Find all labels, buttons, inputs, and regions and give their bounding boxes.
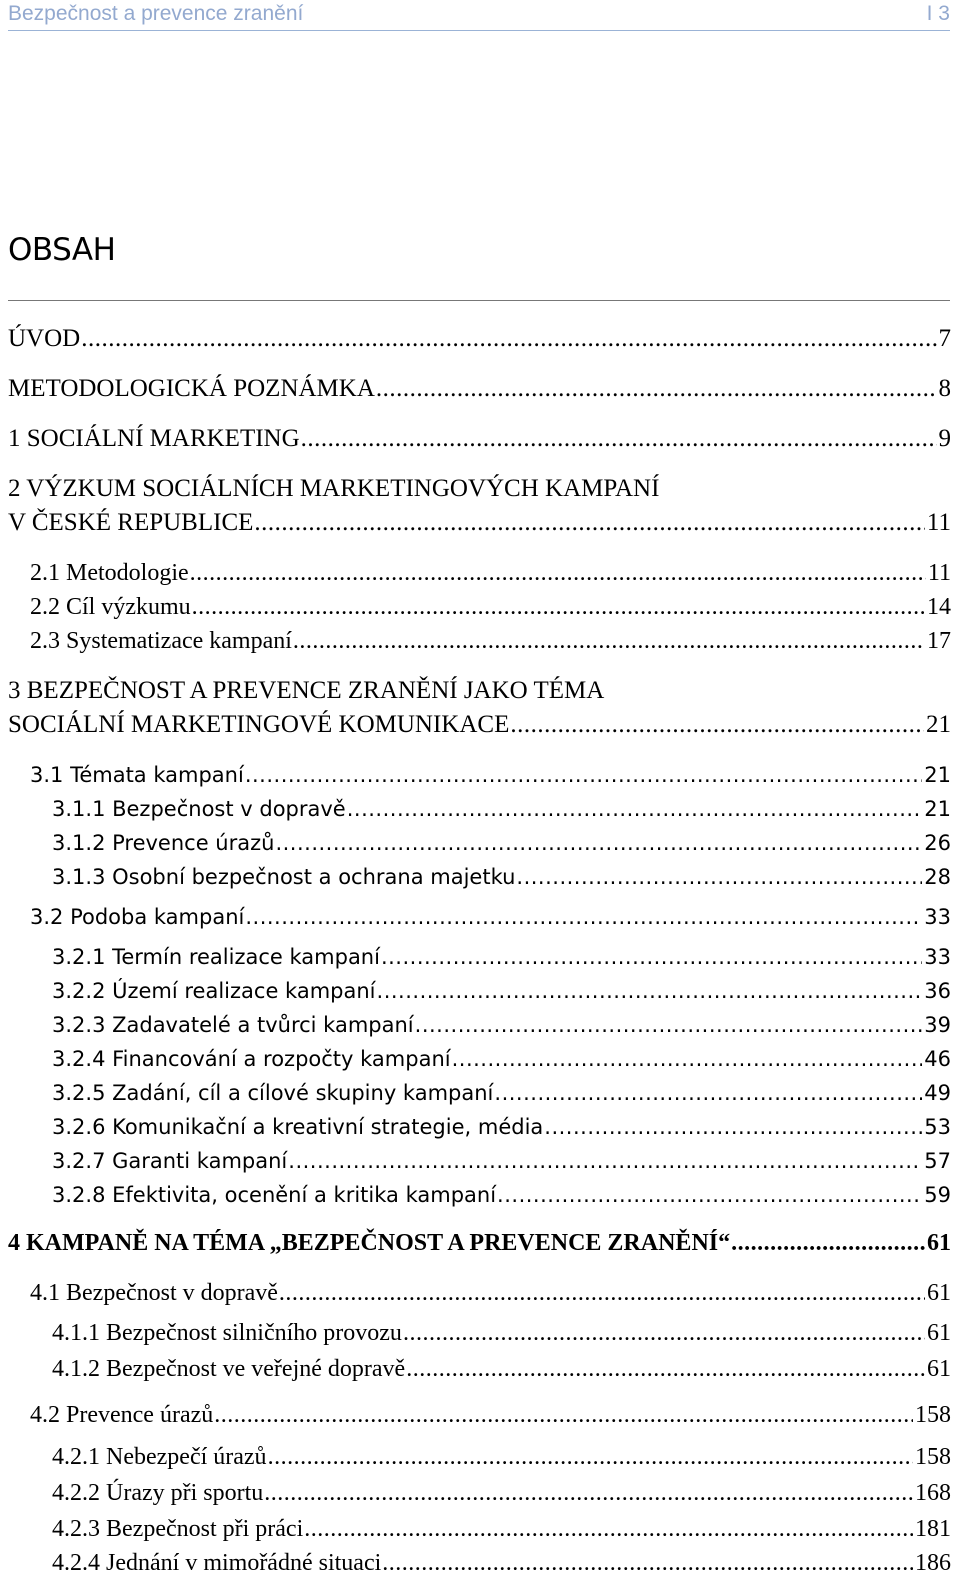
toc-entry-page: 53 <box>924 1115 951 1139</box>
toc-entry[interactable] <box>52 1546 951 1580</box>
toc-entry-page: 186 <box>915 1550 951 1576</box>
toc-entry-label: 4 KAMPANĚ NA TÉMA „BEZPEČNOST A PREVENCE ZRANĚNÍ“ <box>8 1230 731 1256</box>
toc-entry-page: 39 <box>924 1013 951 1037</box>
toc-entry[interactable] <box>52 1076 951 1110</box>
toc-entry-label: 3.2.6 Komunikační a kreativní strategie, média <box>52 1115 544 1139</box>
toc-entry[interactable] <box>30 1276 951 1310</box>
toc-entry-label: 2.3 Systematizace kampaní <box>30 628 292 654</box>
toc-entry[interactable] <box>52 860 951 894</box>
toc-entry-label: 3.2.3 Zadavatelé a tvůrci kampaní <box>52 1013 414 1037</box>
toc-entry-label: SOCIÁLNÍ MARKETINGOVÉ KOMUNIKACE <box>8 711 510 738</box>
toc-entry[interactable] <box>52 940 951 974</box>
toc-entry-label: 4.2.2 Úrazy při sportu <box>52 1480 264 1506</box>
toc-entry-page: 21 <box>924 763 951 787</box>
toc-entry-label: 3.2 Podoba kampaní <box>30 905 245 929</box>
toc-entry-page: 46 <box>924 1047 951 1071</box>
toc-entry-page: 61 <box>927 1356 951 1382</box>
toc-entry[interactable] <box>8 422 951 456</box>
toc-entry[interactable] <box>8 1226 951 1260</box>
toc-entry[interactable] <box>52 1316 951 1350</box>
toc-entry[interactable] <box>8 372 951 406</box>
toc-entry-page: 17 <box>927 628 951 654</box>
toc-entry[interactable] <box>52 826 951 860</box>
toc-entry[interactable] <box>52 1440 951 1474</box>
toc-entry[interactable] <box>30 590 951 624</box>
toc-entry-page: 11 <box>927 560 951 586</box>
toc-entry-page: 7 <box>938 325 951 352</box>
toc-entry[interactable] <box>52 1144 951 1178</box>
toc-entry[interactable] <box>52 792 951 826</box>
toc-entry[interactable] <box>52 1178 951 1212</box>
toc-entry-label: 3.2.2 Území realizace kampaní <box>52 979 376 1003</box>
toc-entry-page: 33 <box>924 905 951 929</box>
toc-entry-label: 3.1 Témata kampaní <box>30 763 244 787</box>
toc-entry-label: ÚVOD <box>8 325 81 352</box>
toc-entry[interactable] <box>30 1398 951 1432</box>
toc-entry-page: 59 <box>924 1183 951 1207</box>
toc-entry-label: METODOLOGICKÁ POZNÁMKA <box>8 375 375 402</box>
toc-entry[interactable] <box>8 708 951 742</box>
toc-entry-page: 8 <box>938 375 951 402</box>
toc-entry-label: 4.1.1 Bezpečnost silničního provozu <box>52 1320 402 1346</box>
toc-entry-page: 36 <box>924 979 951 1003</box>
toc-entry-page: 21 <box>924 797 951 821</box>
toc-entry-label: 3.1.3 Osobní bezpečnost a ochrana majetku <box>52 865 516 889</box>
toc-entry-label: 4.1.2 Bezpečnost ve veřejné dopravě <box>52 1356 406 1382</box>
heading-divider <box>8 300 950 301</box>
running-header <box>8 0 950 31</box>
toc-entry[interactable] <box>52 1110 951 1144</box>
toc-entry-page: 11 <box>926 509 951 536</box>
toc-entry[interactable] <box>52 1352 951 1386</box>
toc-entry-label: 4.2.1 Nebezpečí úrazů <box>52 1444 267 1470</box>
toc-entry[interactable] <box>8 506 951 540</box>
toc-entry-page: 61 <box>927 1230 951 1256</box>
toc-entry-page: 158 <box>915 1402 951 1428</box>
toc-entry-page: 21 <box>926 711 951 738</box>
toc-entry-page: 9 <box>938 425 951 452</box>
toc-entry-page: 33 <box>924 945 951 969</box>
toc-entry-label: 4.1 Bezpečnost v dopravě <box>30 1280 278 1306</box>
toc-entry-first-line: 2 VÝZKUM SOCIÁLNÍCH MARKETINGOVÝCH KAMPANÍ <box>8 475 660 502</box>
toc-entry-page: 181 <box>915 1516 951 1542</box>
header-title: Bezpečnost a prevence zranění <box>8 2 304 25</box>
toc-entry-page: 168 <box>915 1480 951 1506</box>
toc-entry-first-line: 3 BEZPEČNOST A PREVENCE ZRANĚNÍ JAKO TÉMA <box>8 677 605 704</box>
toc-entry[interactable] <box>52 974 951 1008</box>
toc-entry[interactable] <box>30 758 951 792</box>
toc-entry[interactable] <box>8 322 951 356</box>
toc-entry[interactable] <box>52 1008 951 1042</box>
toc-entry-label: 2.2 Cíl výzkumu <box>30 594 191 620</box>
toc-entry[interactable] <box>30 556 951 590</box>
toc-entry-label: 2.1 Metodologie <box>30 560 189 586</box>
toc-entry-label: 3.2.4 Financování a rozpočty kampaní <box>52 1047 451 1071</box>
toc-entry-page: 14 <box>927 594 951 620</box>
toc-entry-label: 4.2.3 Bezpečnost při práci <box>52 1516 304 1542</box>
page-title: OBSAH <box>8 232 116 268</box>
toc-entry[interactable] <box>30 624 951 658</box>
toc-entry-label: 3.1.2 Prevence úrazů <box>52 831 275 855</box>
toc-entry-label: 1 SOCIÁLNÍ MARKETING <box>8 425 300 452</box>
toc-entry-label: 3.2.5 Zadání, cíl a cílové skupiny kampaní <box>52 1081 494 1105</box>
toc-entry[interactable] <box>52 1042 951 1076</box>
toc-entry[interactable] <box>52 1476 951 1510</box>
toc-entry-label: 3.1.1 Bezpečnost v dopravě <box>52 797 346 821</box>
toc-entry[interactable] <box>52 1512 951 1546</box>
toc-entry-label: 4.2 Prevence úrazů <box>30 1402 214 1428</box>
toc-entry-page: 26 <box>924 831 951 855</box>
header-page-number: I 3 <box>926 2 950 25</box>
toc-entry-label: 3.2.8 Efektivita, ocenění a kritika kampaní <box>52 1183 497 1207</box>
toc-entry-label: 3.2.7 Garanti kampaní <box>52 1149 288 1173</box>
toc-entry-label: V ČESKÉ REPUBLICE <box>8 509 254 536</box>
toc-entry-label: 4.2.4 Jednání v mimořádné situaci <box>52 1550 382 1576</box>
toc-entry-page: 61 <box>927 1280 951 1306</box>
toc-entry-page: 158 <box>915 1444 951 1470</box>
toc-entry-page: 57 <box>924 1149 951 1173</box>
toc-entry-page: 61 <box>927 1320 951 1346</box>
toc-entry-page: 28 <box>924 865 951 889</box>
toc-entry-label: 3.2.1 Termín realizace kampaní <box>52 945 380 969</box>
toc-entry[interactable] <box>30 900 951 934</box>
toc-entry-page: 49 <box>924 1081 951 1105</box>
